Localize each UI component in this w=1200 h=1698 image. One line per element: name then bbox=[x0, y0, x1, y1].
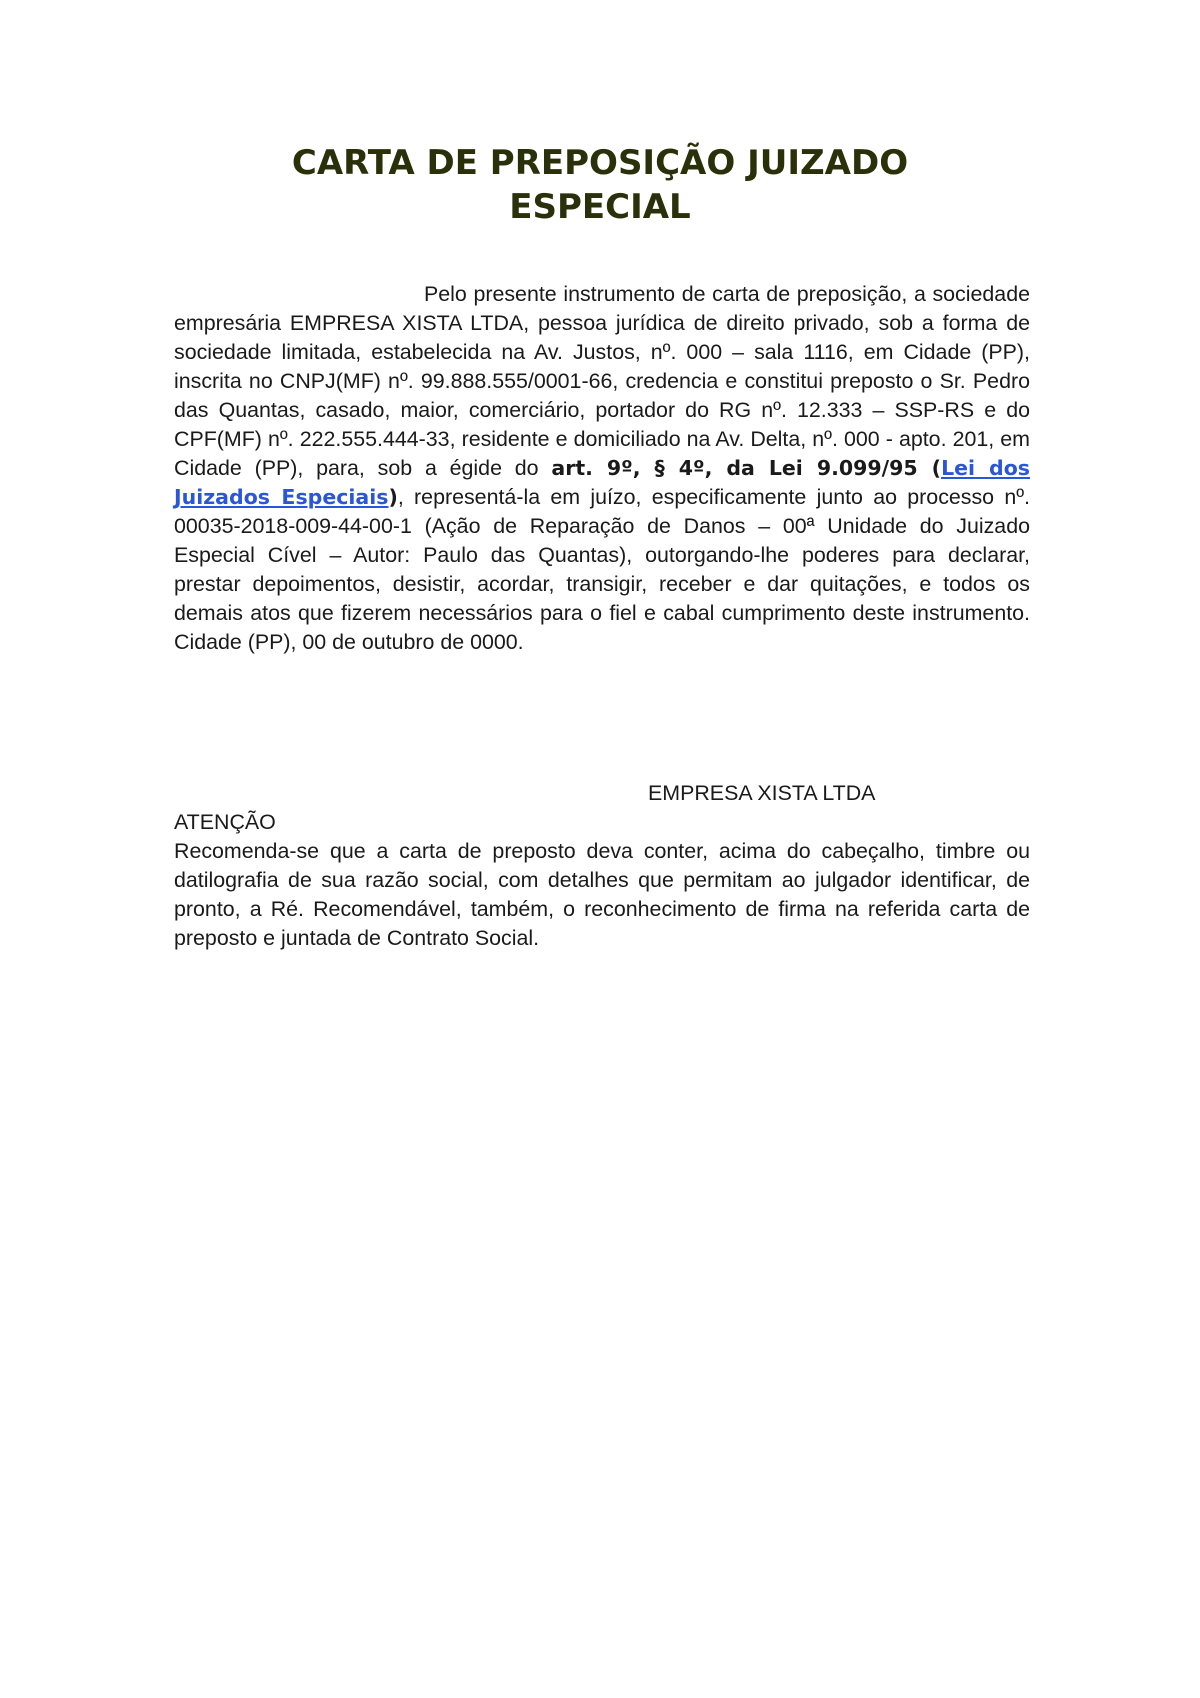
title-line-2: ESPECIAL bbox=[509, 187, 691, 227]
body-text-part-1: Pelo presente instrumento de carta de preposição, a sociedade empresária EMPRESA XISTA LTDA, pessoa jurídica de direito privado, sob a forma de sociedade limitada, estabelecida na Av. Justos, nº. 000 – sala 1116, em Cidade (PP), inscrita no CNPJ(MF) nº. 99.888.555/0001-66, credencia e constitui preposto o Sr. Pedro das Quantas, casado, maior, comerciário, portador do RG nº. 12.333 – SSP-RS e do CPF(MF) nº. 222.555.444-33, residente e domiciliado na Av. Delta, nº. 000 - apto. 201, em Cidade (PP), para, sob a égide do bbox=[174, 282, 1030, 480]
law-reference-close: ) bbox=[388, 485, 398, 509]
attention-text: Recomenda-se que a carta de preposto deva conter, acima do cabeçalho, timbre ou datilografia de sua razão social, com detalhes que permitam ao julgador identificar, de pronto, a Ré. Recomendável, também, o reconhecimento de firma na referida carta de preposto e juntada de Contrato Social. bbox=[174, 839, 1030, 950]
signature-company: EMPRESA XISTA LTDA bbox=[648, 781, 876, 805]
body-text-part-2: , representá-la em juízo, especificamente junto ao processo nº. 00035-2018-009-44-00-1 (Ação de Reparação de Danos – 00ª Unidade do Juizado Especial Cível – Autor: Paulo das Quantas), outorgando-lhe poderes para declarar, prestar depoimentos, desistir, acordar, transigir, receber e dar quitações, e todos os demais atos que fizerem necessários para o fiel e cabal cumprimento deste instrumento. Cidade (PP), 00 de outubro de 0000. bbox=[174, 485, 1031, 654]
attention-heading: ATENÇÃO bbox=[174, 810, 276, 834]
law-reference: art. 9º, § 4º, da Lei 9.099/95 ( bbox=[551, 456, 942, 480]
letter-body bbox=[174, 280, 1030, 657]
title-line-1: CARTA DE PREPOSIÇÃO JUIZADO bbox=[291, 143, 909, 183]
page-title bbox=[0, 141, 1200, 229]
law-link[interactable]: Lei dos Juizados Especiais bbox=[174, 456, 1031, 509]
